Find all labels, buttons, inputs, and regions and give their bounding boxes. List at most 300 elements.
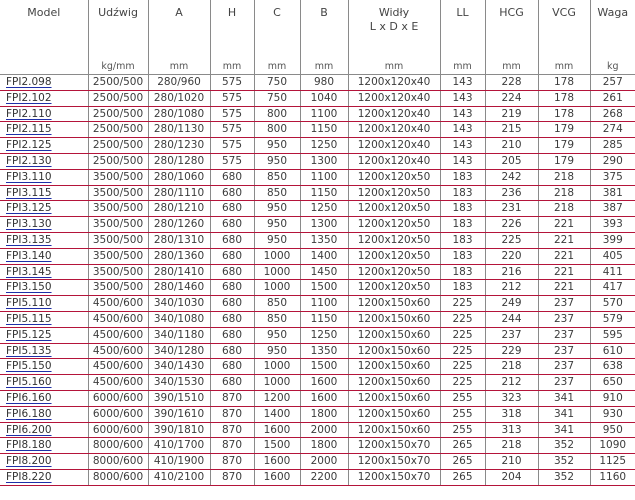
- table-cell: 220: [485, 248, 538, 264]
- table-cell: 680: [210, 327, 254, 343]
- table-cell: 280/1130: [148, 122, 210, 138]
- table-cell: 950: [254, 201, 300, 217]
- table-row: [0, 454, 635, 470]
- table-cell: 680: [210, 232, 254, 248]
- table-cell: 870: [210, 438, 254, 454]
- table-cell: 204: [485, 469, 538, 485]
- table-cell: 1350: [300, 232, 348, 248]
- table-cell: 323: [485, 390, 538, 406]
- table-cell: 237: [538, 343, 590, 359]
- table-cell: 280/1020: [148, 90, 210, 106]
- model-link[interactable]: FPI6.160: [0, 390, 88, 406]
- table-cell: 221: [538, 217, 590, 233]
- model-link[interactable]: FPI3.140: [0, 248, 88, 264]
- table-cell: 3500/500: [88, 248, 148, 264]
- table-cell: 950: [254, 217, 300, 233]
- table-cell: 183: [440, 232, 485, 248]
- table-cell: 255: [440, 406, 485, 422]
- table-cell: 1000: [254, 280, 300, 296]
- table-cell: 216: [485, 264, 538, 280]
- table-cell: 4500/600: [88, 327, 148, 343]
- table-cell: 340/1430: [148, 359, 210, 375]
- table-cell: 2500/500: [88, 75, 148, 91]
- table-cell: 221: [538, 264, 590, 280]
- table-row: [0, 280, 635, 296]
- table-cell: 268: [590, 106, 635, 122]
- table-cell: 850: [254, 185, 300, 201]
- table-cell: 410/1700: [148, 438, 210, 454]
- table-cell: 183: [440, 201, 485, 217]
- model-link[interactable]: FPI3.145: [0, 264, 88, 280]
- table-cell: 910: [590, 390, 635, 406]
- column-unit: mm: [348, 60, 440, 75]
- column-unit: kg/mm: [88, 60, 148, 75]
- table-cell: 178: [538, 106, 590, 122]
- table-cell: 680: [210, 359, 254, 375]
- model-link[interactable]: FPI3.115: [0, 185, 88, 201]
- table-row: [0, 375, 635, 391]
- table-cell: 183: [440, 280, 485, 296]
- table-cell: 8000/600: [88, 454, 148, 470]
- table-row: [0, 438, 635, 454]
- table-cell: 1200x150x60: [348, 375, 440, 391]
- table-cell: 341: [538, 390, 590, 406]
- table-cell: 390/1810: [148, 422, 210, 438]
- column-header: [88, 0, 148, 60]
- table-cell: 237: [485, 327, 538, 343]
- table-cell: 352: [538, 438, 590, 454]
- table-cell: 1150: [300, 311, 348, 327]
- column-header-label: H: [227, 6, 237, 19]
- table-cell: 242: [485, 169, 538, 185]
- table-cell: 410/2100: [148, 469, 210, 485]
- table-cell: 280/1210: [148, 201, 210, 217]
- model-link[interactable]: FPI5.150: [0, 359, 88, 375]
- table-cell: 1000: [254, 359, 300, 375]
- table-cell: 680: [210, 296, 254, 312]
- table-cell: 143: [440, 90, 485, 106]
- table-cell: 750: [254, 90, 300, 106]
- column-header-sublabel: L x D x E: [369, 20, 419, 33]
- table-row: [0, 153, 635, 169]
- column-unit: [0, 60, 88, 75]
- table-cell: 340/1530: [148, 375, 210, 391]
- column-header-label: Waga: [597, 6, 629, 19]
- table-cell: 680: [210, 185, 254, 201]
- column-unit: mm: [254, 60, 300, 75]
- table-cell: 4500/600: [88, 296, 148, 312]
- table-cell: 3500/500: [88, 264, 148, 280]
- table-cell: 950: [590, 422, 635, 438]
- table-cell: 225: [485, 232, 538, 248]
- table-cell: 218: [538, 185, 590, 201]
- table-cell: 1300: [300, 153, 348, 169]
- table-cell: 4500/600: [88, 343, 148, 359]
- table-cell: 237: [538, 375, 590, 391]
- column-header-label: Model: [27, 6, 61, 19]
- table-cell: 205: [485, 153, 538, 169]
- table-cell: 280/1260: [148, 217, 210, 233]
- table-row: [0, 359, 635, 375]
- table-row: [0, 232, 635, 248]
- table-row: [0, 264, 635, 280]
- table-cell: 225: [440, 311, 485, 327]
- table-cell: 930: [590, 406, 635, 422]
- column-header: [300, 0, 348, 60]
- table-cell: 229: [485, 343, 538, 359]
- table-cell: 3500/500: [88, 232, 148, 248]
- table-cell: 3500/500: [88, 217, 148, 233]
- table-cell: 143: [440, 138, 485, 154]
- table-cell: 340/1180: [148, 327, 210, 343]
- model-link[interactable]: FPI8.180: [0, 438, 88, 454]
- table-cell: 313: [485, 422, 538, 438]
- table-cell: 265: [440, 454, 485, 470]
- table-cell: 850: [254, 296, 300, 312]
- table-cell: 570: [590, 296, 635, 312]
- table-cell: 178: [538, 90, 590, 106]
- model-link[interactable]: FPI5.110: [0, 296, 88, 312]
- table-cell: 6000/600: [88, 390, 148, 406]
- model-link[interactable]: FPI8.220: [0, 469, 88, 485]
- table-cell: 1200x150x60: [348, 296, 440, 312]
- column-header: [348, 0, 440, 60]
- table-cell: 1200x120x40: [348, 75, 440, 91]
- table-cell: 221: [538, 248, 590, 264]
- table-cell: 650: [590, 375, 635, 391]
- table-cell: 1500: [254, 438, 300, 454]
- column-unit: kg: [590, 60, 635, 75]
- table-cell: 237: [538, 327, 590, 343]
- table-cell: 2200: [300, 469, 348, 485]
- table-cell: 950: [254, 138, 300, 154]
- table-cell: 280/1360: [148, 248, 210, 264]
- table-cell: 1090: [590, 438, 635, 454]
- table-cell: 226: [485, 217, 538, 233]
- table-row: [0, 248, 635, 264]
- table-cell: 575: [210, 153, 254, 169]
- table-cell: 1200x120x40: [348, 153, 440, 169]
- table-cell: 980: [300, 75, 348, 91]
- column-header-label: A: [175, 6, 183, 19]
- table-cell: 8000/600: [88, 438, 148, 454]
- table-cell: 1100: [300, 296, 348, 312]
- table-cell: 6000/600: [88, 422, 148, 438]
- table-cell: 280/960: [148, 75, 210, 91]
- table-cell: 575: [210, 106, 254, 122]
- column-unit: mm: [300, 60, 348, 75]
- table-cell: 219: [485, 106, 538, 122]
- table-row: [0, 75, 635, 91]
- table-cell: 257: [590, 75, 635, 91]
- table-cell: 405: [590, 248, 635, 264]
- column-header: [0, 0, 88, 60]
- table-cell: 218: [538, 169, 590, 185]
- table-cell: 212: [485, 375, 538, 391]
- table-cell: 1600: [254, 454, 300, 470]
- table-cell: 318: [485, 406, 538, 422]
- table-row: [0, 406, 635, 422]
- table-cell: 390/1610: [148, 406, 210, 422]
- table-cell: 1200x120x50: [348, 280, 440, 296]
- table-cell: 3500/500: [88, 201, 148, 217]
- table-cell: 1100: [300, 106, 348, 122]
- table-row: [0, 106, 635, 122]
- table-cell: 352: [538, 454, 590, 470]
- table-cell: 1200x120x50: [348, 169, 440, 185]
- table-cell: 352: [538, 469, 590, 485]
- table-cell: 950: [254, 232, 300, 248]
- table-body: [0, 75, 635, 486]
- table-cell: 3500/500: [88, 280, 148, 296]
- table-cell: 225: [440, 296, 485, 312]
- model-link[interactable]: FPI6.180: [0, 406, 88, 422]
- table-cell: 1250: [300, 201, 348, 217]
- table-cell: 6000/600: [88, 406, 148, 422]
- column-unit: mm: [440, 60, 485, 75]
- table-cell: 870: [210, 469, 254, 485]
- table-row: [0, 185, 635, 201]
- model-link[interactable]: FPI3.135: [0, 232, 88, 248]
- table-cell: 225: [440, 359, 485, 375]
- table-cell: 3500/500: [88, 169, 148, 185]
- model-link[interactable]: FPI2.102: [0, 90, 88, 106]
- model-link[interactable]: FPI3.110: [0, 169, 88, 185]
- table-cell: 265: [440, 469, 485, 485]
- column-unit: mm: [148, 60, 210, 75]
- column-header-label: Widły: [378, 6, 410, 19]
- table-cell: 800: [254, 122, 300, 138]
- table-cell: 1000: [254, 375, 300, 391]
- table-cell: 1350: [300, 343, 348, 359]
- table-cell: 340/1080: [148, 311, 210, 327]
- table-cell: 1200x150x70: [348, 438, 440, 454]
- table-cell: 1100: [300, 169, 348, 185]
- table-cell: 1200x150x60: [348, 311, 440, 327]
- table-row: [0, 390, 635, 406]
- table-cell: 280/1060: [148, 169, 210, 185]
- table-cell: 1200: [254, 390, 300, 406]
- table-row: [0, 217, 635, 233]
- table-cell: 1600: [300, 375, 348, 391]
- table-cell: 579: [590, 311, 635, 327]
- table-cell: 680: [210, 280, 254, 296]
- model-link[interactable]: FPI3.125: [0, 201, 88, 217]
- table-cell: 340/1280: [148, 343, 210, 359]
- table-cell: 183: [440, 185, 485, 201]
- model-link[interactable]: FPI8.200: [0, 454, 88, 470]
- table-cell: 280/1460: [148, 280, 210, 296]
- table-cell: 228: [485, 75, 538, 91]
- table-cell: 255: [440, 422, 485, 438]
- table-row: [0, 169, 635, 185]
- table-cell: 375: [590, 169, 635, 185]
- column-header-label: LL: [456, 6, 469, 19]
- model-link[interactable]: FPI2.110: [0, 106, 88, 122]
- table-cell: 4500/600: [88, 359, 148, 375]
- table-cell: 399: [590, 232, 635, 248]
- table-cell: 280/1280: [148, 153, 210, 169]
- table-cell: 680: [210, 217, 254, 233]
- table-cell: 179: [538, 122, 590, 138]
- table-cell: 261: [590, 90, 635, 106]
- table-cell: 1200x150x60: [348, 343, 440, 359]
- table-cell: 680: [210, 343, 254, 359]
- table-cell: 179: [538, 153, 590, 169]
- table-cell: 680: [210, 248, 254, 264]
- table-cell: 1300: [300, 217, 348, 233]
- table-cell: 1450: [300, 264, 348, 280]
- table-cell: 237: [538, 296, 590, 312]
- table-cell: 2500/500: [88, 153, 148, 169]
- table-cell: 179: [538, 138, 590, 154]
- table-cell: 638: [590, 359, 635, 375]
- column-header-label: C: [273, 6, 281, 19]
- table-cell: 1200x120x50: [348, 185, 440, 201]
- table-row: [0, 138, 635, 154]
- table-cell: 1200x150x60: [348, 406, 440, 422]
- table-cell: 225: [440, 343, 485, 359]
- table-cell: 183: [440, 217, 485, 233]
- model-link[interactable]: FPI2.125: [0, 138, 88, 154]
- table-cell: 8000/600: [88, 469, 148, 485]
- table-cell: 417: [590, 280, 635, 296]
- table-row: [0, 422, 635, 438]
- table-cell: 212: [485, 280, 538, 296]
- table-cell: 575: [210, 138, 254, 154]
- column-header-label: VCG: [552, 6, 576, 19]
- table-cell: 1200x120x50: [348, 201, 440, 217]
- table-cell: 215: [485, 122, 538, 138]
- table-cell: 236: [485, 185, 538, 201]
- table-row: [0, 469, 635, 485]
- table-row: [0, 122, 635, 138]
- table-cell: 1200x150x70: [348, 454, 440, 470]
- table-cell: 2000: [300, 422, 348, 438]
- column-unit: mm: [210, 60, 254, 75]
- table-cell: 1800: [300, 406, 348, 422]
- model-link[interactable]: FPI2.115: [0, 122, 88, 138]
- table-cell: 2500/500: [88, 122, 148, 138]
- table-cell: 280/1230: [148, 138, 210, 154]
- table-cell: 218: [485, 438, 538, 454]
- table-cell: 225: [440, 327, 485, 343]
- table-cell: 575: [210, 90, 254, 106]
- model-link[interactable]: FPI5.135: [0, 343, 88, 359]
- table-cell: 575: [210, 75, 254, 91]
- table-cell: 1000: [254, 264, 300, 280]
- table-cell: 2500/500: [88, 90, 148, 106]
- table-cell: 850: [254, 311, 300, 327]
- table-cell: 680: [210, 264, 254, 280]
- column-header-label: Udźwig: [98, 6, 138, 19]
- table-cell: 1125: [590, 454, 635, 470]
- table-cell: 381: [590, 185, 635, 201]
- table-cell: 1200x120x40: [348, 122, 440, 138]
- model-link[interactable]: FPI5.125: [0, 327, 88, 343]
- table-cell: 387: [590, 201, 635, 217]
- model-link[interactable]: FPI3.150: [0, 280, 88, 296]
- table-cell: 237: [538, 311, 590, 327]
- table-cell: 950: [254, 327, 300, 343]
- model-link[interactable]: FPI3.130: [0, 217, 88, 233]
- table-cell: 1600: [254, 469, 300, 485]
- table-cell: 274: [590, 122, 635, 138]
- column-header-label: HCG: [499, 6, 524, 19]
- table-cell: 850: [254, 169, 300, 185]
- table-row: [0, 327, 635, 343]
- model-link[interactable]: FPI5.115: [0, 311, 88, 327]
- model-link[interactable]: FPI6.200: [0, 422, 88, 438]
- table-cell: 178: [538, 75, 590, 91]
- table-row: [0, 201, 635, 217]
- table-cell: 244: [485, 311, 538, 327]
- table-row: [0, 343, 635, 359]
- table-cell: 2500/500: [88, 138, 148, 154]
- table-cell: 340/1030: [148, 296, 210, 312]
- unit-row: [0, 60, 635, 75]
- table-cell: 1200x150x60: [348, 327, 440, 343]
- model-link[interactable]: FPI2.130: [0, 153, 88, 169]
- table-cell: 218: [485, 359, 538, 375]
- table-cell: 950: [254, 153, 300, 169]
- table-cell: 390/1510: [148, 390, 210, 406]
- table-cell: 680: [210, 311, 254, 327]
- table-cell: 1200x150x70: [348, 469, 440, 485]
- table-row: [0, 296, 635, 312]
- table-cell: 680: [210, 375, 254, 391]
- table-cell: 595: [590, 327, 635, 343]
- table-cell: 1250: [300, 327, 348, 343]
- table-cell: 680: [210, 169, 254, 185]
- table-cell: 1200x120x50: [348, 248, 440, 264]
- table-cell: 2500/500: [88, 106, 148, 122]
- table-cell: 218: [538, 201, 590, 217]
- table-cell: 1500: [300, 280, 348, 296]
- model-link[interactable]: FPI5.160: [0, 375, 88, 391]
- table-cell: 341: [538, 406, 590, 422]
- table-cell: 1200x120x40: [348, 106, 440, 122]
- table-cell: 225: [440, 375, 485, 391]
- table-cell: 1250: [300, 138, 348, 154]
- table-cell: 280/1080: [148, 106, 210, 122]
- table-cell: 290: [590, 153, 635, 169]
- column-header: [440, 0, 485, 60]
- table-cell: 393: [590, 217, 635, 233]
- table-cell: 1000: [254, 248, 300, 264]
- column-header: [485, 0, 538, 60]
- table-cell: 4500/600: [88, 311, 148, 327]
- table-cell: 1800: [300, 438, 348, 454]
- table-row: [0, 311, 635, 327]
- table-row: [0, 90, 635, 106]
- table-cell: 280/1110: [148, 185, 210, 201]
- table-cell: 1500: [300, 359, 348, 375]
- table-cell: 870: [210, 454, 254, 470]
- table-cell: 255: [440, 390, 485, 406]
- table-cell: 221: [538, 280, 590, 296]
- table-cell: 1200x120x40: [348, 138, 440, 154]
- table-cell: 1200x120x50: [348, 264, 440, 280]
- column-header: [254, 0, 300, 60]
- table-cell: 143: [440, 153, 485, 169]
- model-link[interactable]: FPI2.098: [0, 75, 88, 91]
- table-cell: 1150: [300, 122, 348, 138]
- table-cell: 231: [485, 201, 538, 217]
- table-cell: 2000: [300, 454, 348, 470]
- table-cell: 1400: [300, 248, 348, 264]
- column-header: [148, 0, 210, 60]
